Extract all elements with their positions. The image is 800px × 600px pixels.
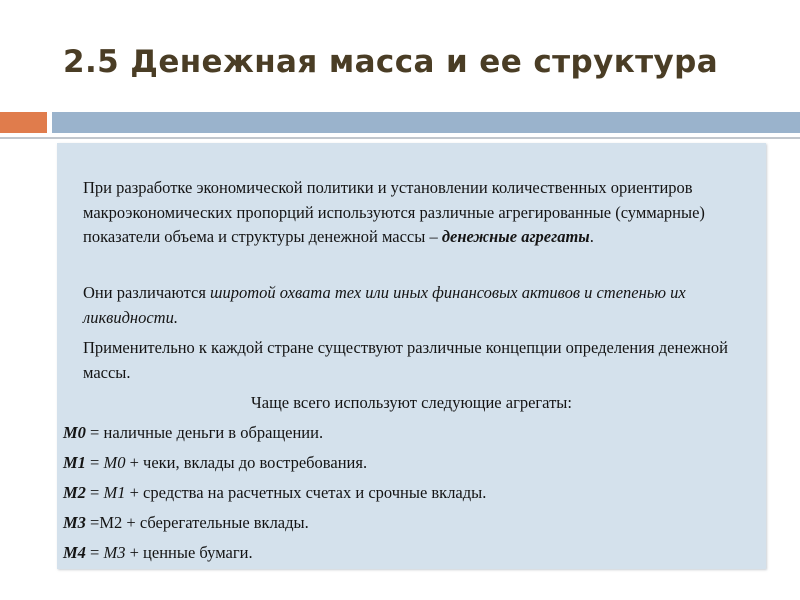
aggregate-ref: M0 — [103, 453, 126, 472]
accent-bar-orange — [0, 112, 47, 133]
aggregate-name: M0 — [63, 423, 86, 442]
aggregate-m1 — [63, 451, 367, 475]
aggregates-intro: Чаще всего используют следующие агрегаты: — [251, 393, 572, 412]
aggregate-eq: = — [85, 453, 104, 472]
aggregate-rest: наличные деньги в обращении. — [103, 423, 324, 442]
aggregate-eq: = — [85, 543, 104, 562]
aggregate-name: M2 — [63, 483, 86, 502]
aggregate-eq: = — [85, 423, 104, 442]
paragraph-1 — [83, 176, 743, 250]
paragraph-2-emphasis: широтой охвата тех или иных финансовых активов и степенью их ликвидности. — [83, 283, 686, 327]
aggregate-name: M4 — [63, 543, 86, 562]
aggregate-m2 — [63, 481, 486, 505]
aggregate-rest: чеки, вклады до востребования. — [143, 453, 368, 472]
aggregate-name: M3 — [63, 513, 86, 532]
paragraph-1-emphasis: денежные агрегаты — [441, 227, 590, 246]
aggregate-name: M1 — [63, 453, 86, 472]
paragraph-1-text: При разработке экономической политики и установлении количественных ориентиров макроэкономических пропорций используются различные агрегированные (суммарные) показатели объема и структуры денежной массы – — [83, 178, 705, 246]
accent-bar-blue — [52, 112, 800, 133]
aggregate-ref: M1 — [103, 483, 126, 502]
aggregate-m4 — [63, 541, 253, 565]
aggregate-m3 — [63, 511, 309, 535]
aggregate-ref: M2 — [99, 513, 123, 532]
aggregate-plus: + — [125, 453, 144, 472]
paragraph-2-start: Они различаются — [83, 283, 211, 302]
paragraph-2 — [83, 281, 743, 330]
aggregate-rest: ценные бумаги. — [143, 543, 253, 562]
aggregate-rest: сберегательные вклады. — [139, 513, 309, 532]
aggregate-eq: = — [85, 483, 104, 502]
slide-title: 2.5 Денежная масса и ее структура — [63, 44, 719, 80]
aggregate-ref: M3 — [103, 543, 126, 562]
aggregate-eq: = — [85, 513, 100, 532]
paragraph-1-end: . — [589, 227, 594, 246]
aggregate-rest: средства на расчетных счетах и срочные вклады. — [143, 483, 487, 502]
aggregate-plus: + — [125, 543, 144, 562]
divider-line — [0, 137, 800, 139]
aggregate-plus: + — [122, 513, 140, 532]
aggregate-plus: + — [125, 483, 144, 502]
aggregate-m0 — [63, 421, 323, 445]
paragraph-3: Применительно к каждой стране существуют различные концепции определения денежной массы. — [83, 338, 728, 382]
